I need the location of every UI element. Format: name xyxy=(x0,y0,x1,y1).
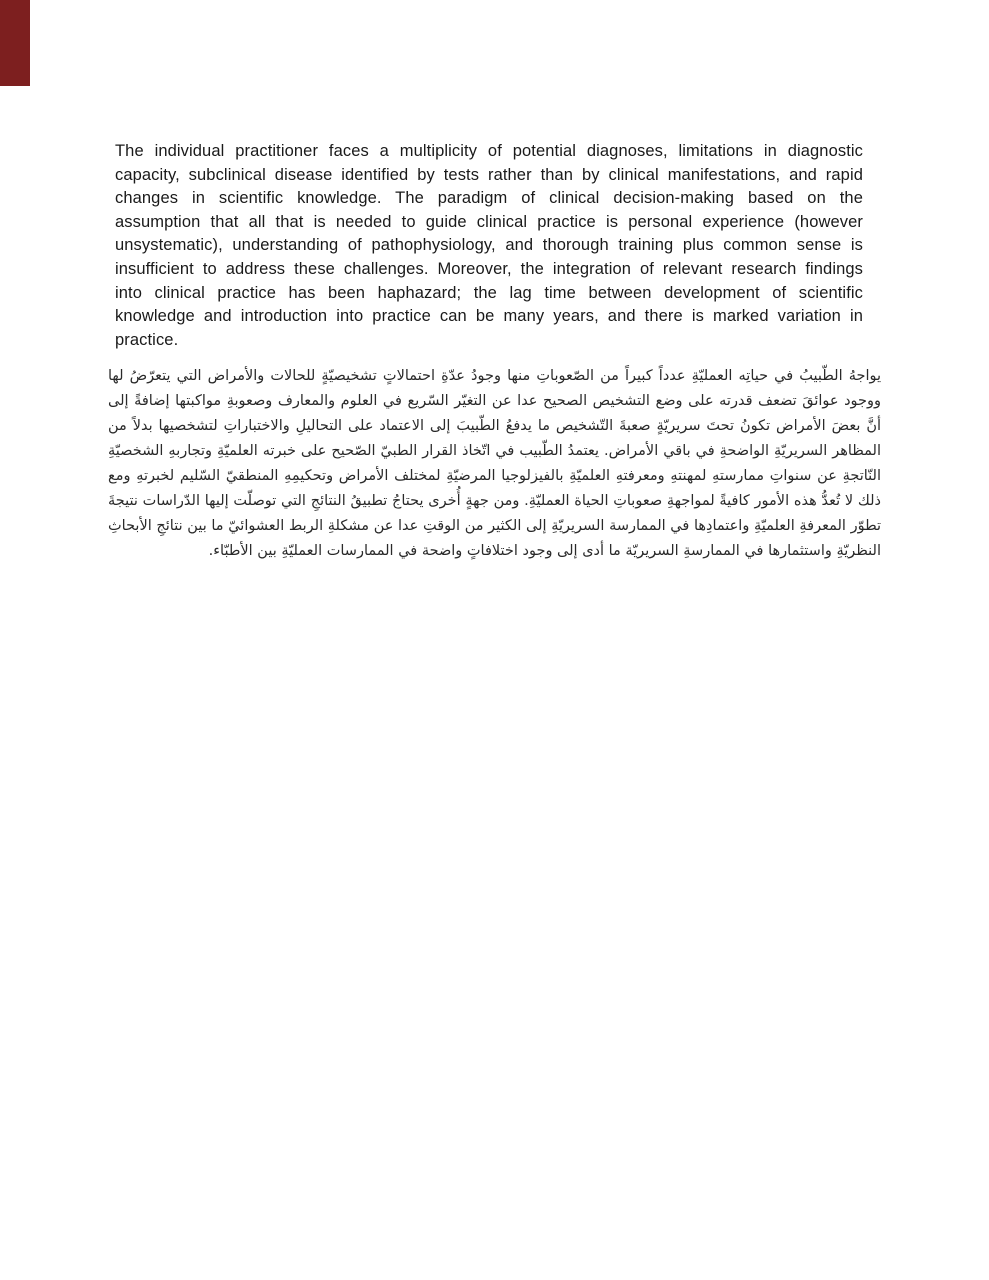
corner-bookmark-mark xyxy=(0,0,30,86)
arabic-paragraph: يواجهُ الطّبيبُ في حياتِه العمليّةِ عدداً كبيراً من الصّعوباتِ منها وجودُ عدّةِ احتمالاتٍ تشخيصيّةٍ للحالات والأمراض التي يتعرّضُ لها ووجود عوائقَ تضعف قدرته على وضع التشخيص الصحيح عدا عن التغيّر السّريع في العلوم والمعارف وصعوبةِ مواكبتها إضافةً إلى أنَّ بعضَ الأمراض تكونُ تحتَ سريريّةٍ صعبةَ التّشخيص ما يدفعُ الطّبيبَ إلى الاعتماد على التحاليلِ والاختباراتِ لتشخصيها بدلاً من المظاهر السريريّةِ الواضحةِ في باقي الأمراض. يعتمدُ الطّبيب في اتّخاذ القرار الطبيّ الصّحيح على خبرته العلميّةِ وتجاربهِ الشخصيّةِ النّاتجةِ عن سنواتِ ممارستهِ لمهنتهِ ومعرفتهِ العلميّةِ بالفيزلوجيا المرضيّةِ لمختلف الأمراض وتحكيمِهِ المنطقيّ السّليم لخبرتهِ ومع ذلك لا تُعدُّ هذه الأمور كافيةً لمواجهةِ صعوباتِ الحياة العمليّةِ. ومن جهةٍ أُخرى يحتاجُ تطبيقُ النتائجِ التي توصلّت إليها الدّراسات نتيجةَ تطوّر المعرفةِ العلميّةِ واعتمادِها في الممارسة السريريّةِ إلى الكثير من الوقتِ عدا عن مشكلةِ الربط العشوائيّ ما بين نتائجِ الأبحاثِ النظريّةِ واستثمارها في الممارسةِ السريريّة ما أدى إلى وجود اختلافاتٍ واضحة في الممارسات العمليّةِ بين الأطبّاء. xyxy=(108,368,881,559)
english-paragraph: The individual practitioner faces a multiplicity of potential diagnoses, limitations in diagnostic capacity, subclinical disease identified by tests rather than by clinical manifestations, and rapid changes in scientific knowledge. The paradigm of clinical decision-making based on the assumption that all that is needed to guide clinical practice is personal experience (however unsystematic), understanding of pathophysiology, and thorough training plus common sense is insufficient to address these challenges. Moreover, the integration of relevant research findings into clinical practice has been haphazard; the lag time between development of scientific knowledge and introduction into practice can be many years, and there is marked variation in practice. xyxy=(115,142,863,349)
